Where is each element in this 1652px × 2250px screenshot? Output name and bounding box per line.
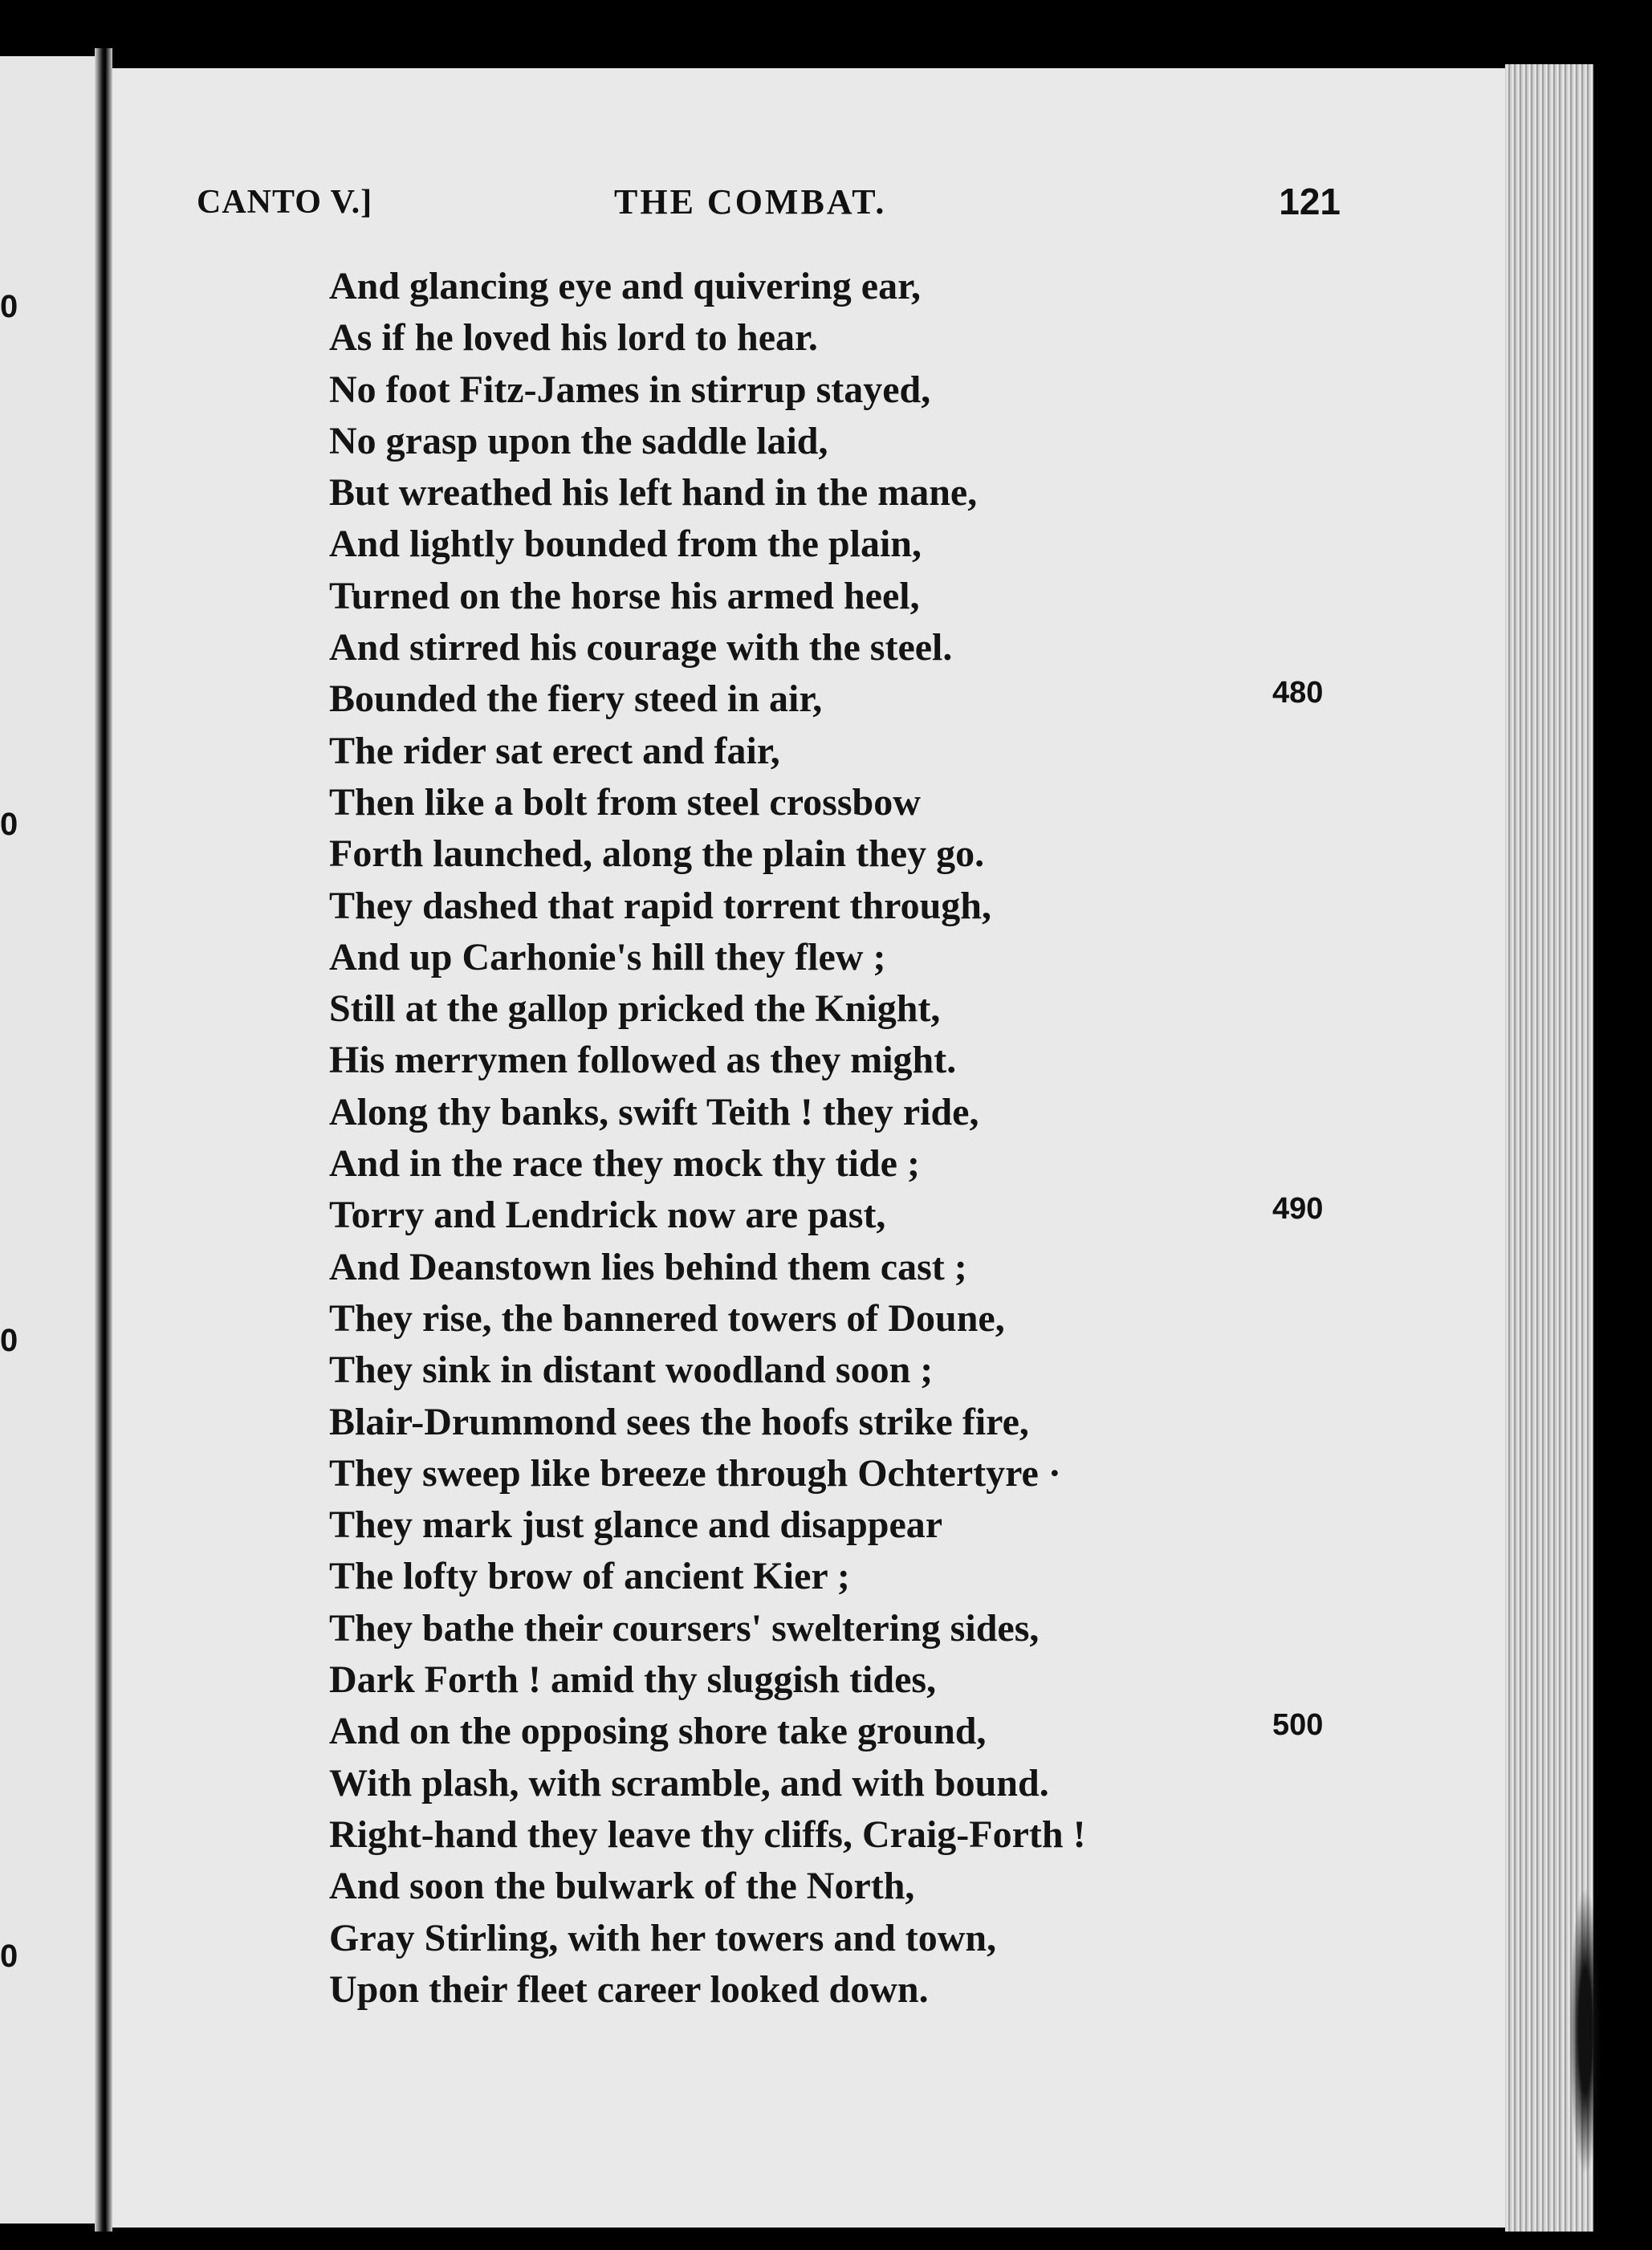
verse-line: They dashed that rapid torrent through, [329, 884, 991, 927]
chapter-title: THE COMBAT. [614, 182, 887, 222]
page-edge-shadow [1569, 1886, 1601, 2175]
verse-line: And soon the bulwark of the North, [329, 1865, 915, 1908]
canto-label: CANTO V.] [197, 184, 373, 221]
verse-line: The rider sat erect and fair, [329, 729, 780, 772]
verse-line: And glancing eye and quivering ear, [329, 265, 921, 307]
verse-line: Forth launched, along the plain they go. [329, 832, 985, 876]
verse-line: His merrymen followed as they might. [329, 1039, 957, 1082]
verse-line: The lofty brow of ancient Kier ; [329, 1555, 850, 1598]
verse-line: But wreathed his left hand in the mane, [329, 471, 978, 515]
verse-line: And in the race they mock thy tide ; [329, 1142, 920, 1186]
verse-line: They mark just glance and disappear [329, 1503, 943, 1547]
verse-line: With plash, with scramble, and with bound. [329, 1761, 1049, 1804]
verse-line: Then like a bolt from steel crossbow [329, 780, 921, 824]
verse-line: As if he loved his lord to hear. [329, 316, 818, 360]
verse-line: And up Carhonie's hill they flew ; [329, 935, 886, 979]
poem-verse [329, 261, 1212, 2016]
verse-line: And lightly bounded from the plain, [329, 523, 922, 566]
line-number: 490 [1272, 1192, 1324, 1226]
verse-line: Dark Forth ! amid thy sluggish tides, [329, 1658, 937, 1702]
facing-page-margin-number: 0 [0, 289, 18, 324]
verse-line: They bathe their coursers' sweltering sides, [329, 1606, 1040, 1650]
verse-line: Along thy banks, swift Teith ! they ride, [329, 1090, 979, 1133]
verse-line: Torry and Lendrick now are past, [329, 1194, 886, 1237]
page-number: 121 [1279, 181, 1341, 222]
facing-page-edge [0, 56, 103, 2224]
verse-line: And on the opposing shore take ground, [329, 1710, 987, 1753]
verse-line: Turned on the horse his armed heel, [329, 574, 920, 617]
verse-line: Blair-Drummond sees the hoofs strike fire, [329, 1400, 1029, 1443]
verse-line: And stirred his courage with the steel. [329, 626, 953, 669]
verse-line: They sweep like breeze through Ochtertyre · [329, 1451, 1061, 1495]
verse-line: Gray Stirling, with her towers and town, [329, 1916, 997, 1959]
line-number: 480 [1272, 676, 1324, 710]
facing-page-margin-number: 0 [0, 1939, 18, 1974]
running-head [197, 175, 1341, 231]
facing-page-margin-number: 0 [0, 1323, 18, 1358]
verse-line: Bounded the fiery steed in air, [329, 677, 823, 721]
verse-line: Upon their fleet career looked down. [329, 1967, 929, 2011]
verse-line: And Deanstown lies behind them cast ; [329, 1245, 967, 1288]
verse-line: Still at the gallop pricked the Knight, [329, 987, 941, 1031]
book-gutter [95, 48, 112, 2232]
facing-page-margin-number: 0 [0, 807, 18, 842]
verse-line: They sink in distant woodland soon ; [329, 1349, 934, 1392]
line-number: 500 [1272, 1708, 1324, 1742]
verse-line: No foot Fitz-James in stirrup stayed, [329, 368, 931, 411]
verse-line: No grasp upon the saddle laid, [329, 419, 828, 462]
verse-line: They rise, the bannered towers of Doune, [329, 1296, 1005, 1340]
verse-line: Right-hand they leave thy cliffs, Craig-Forth ! [329, 1813, 1086, 1856]
